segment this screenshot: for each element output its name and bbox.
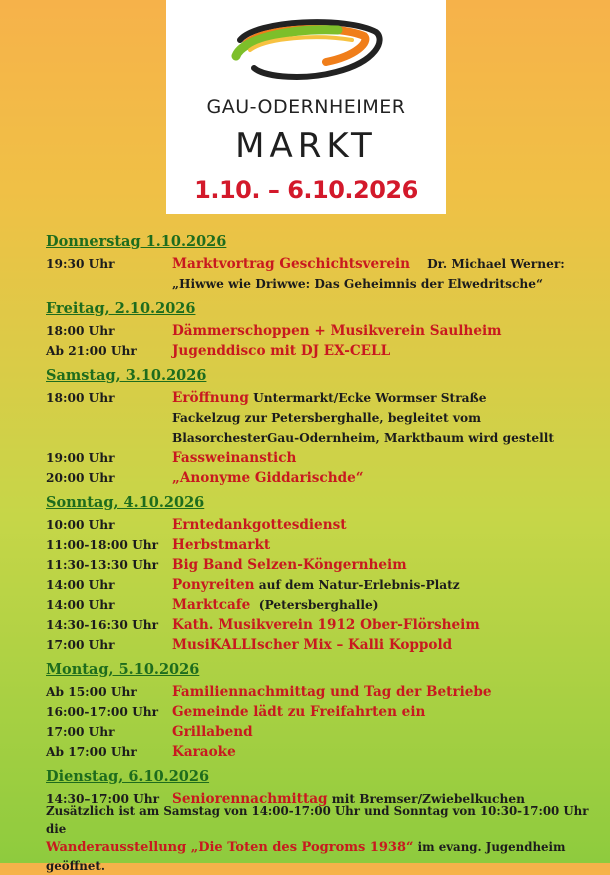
event-detail: mit Bremser/Zwiebelkuchen [331, 792, 525, 806]
day-heading: Sonntag, 4.10.2026 [46, 494, 205, 511]
footer-highlight: Wanderausstellung „Die Toten des Pogroms 1938“ [46, 840, 414, 855]
day-section [46, 660, 596, 762]
event-detail: Dr. Michael Werner: [427, 257, 565, 271]
event-title: Eröffnung [172, 390, 249, 406]
footer-note [46, 802, 606, 875]
event-time: 11:00-18:00 Uhr [46, 538, 159, 552]
event-title: Grillabend [172, 724, 253, 740]
event-detail-line2: Fackelzug zur Petersberghalle, begleitet vom [172, 411, 482, 425]
event-desc [172, 468, 596, 488]
event-desc [172, 555, 596, 575]
event-detail-line2: „Hiwwe wie Driwwe: Das Geheimnis der Elwedritsche“ [172, 277, 544, 291]
event-detail: Untermarkt/Ecke Wormser Straße [253, 391, 487, 405]
event-time: 16:00-17:00 Uhr [46, 705, 159, 719]
event-time: 17:00 Uhr [46, 638, 115, 652]
footer-line1: Zusätzlich ist am Samstag von 14:00-17:00 Uhr und Sonntag von 10:30-17:00 Uhr die [46, 804, 589, 836]
event-detail: (Petersberghalle) [258, 598, 379, 612]
market-logo-icon [226, 10, 386, 94]
event-time: 14:00 Uhr [46, 598, 115, 612]
event-title: Ponyreiten [172, 577, 255, 593]
event-row [46, 388, 596, 448]
event-row [46, 341, 596, 361]
event-row [46, 555, 596, 575]
event-time: Ab 17:00 Uhr [46, 745, 137, 759]
event-title: Kath. Musikverein 1912 Ober-Flörsheim [172, 617, 480, 633]
event-detail: auf dem Natur-Erlebnis-Platz [258, 578, 460, 592]
event-row [46, 702, 596, 722]
logo-title: MARKT [235, 126, 377, 166]
program-list [46, 232, 596, 814]
footer-rest: im evang. Jugendheim geöffnet. [46, 840, 566, 873]
event-row [46, 515, 596, 535]
event-time: Ab 21:00 Uhr [46, 344, 137, 358]
event-time: 10:00 Uhr [46, 518, 115, 532]
event-time: Ab 15:00 Uhr [46, 685, 137, 699]
day-heading: Dienstag, 6.10.2026 [46, 768, 210, 785]
day-section [46, 493, 596, 655]
event-row [46, 722, 596, 742]
event-row [46, 254, 596, 294]
day-section [46, 232, 596, 294]
event-time: 19:30 Uhr [46, 257, 115, 271]
event-time: 11:30-13:30 Uhr [46, 558, 159, 572]
event-title: Fassweinanstich [172, 450, 297, 466]
event-row [46, 615, 596, 635]
event-detail-line3: BlasorchesterGau-Odernheim, Marktbaum wird gestellt [172, 431, 554, 445]
event-row [46, 535, 596, 555]
event-time: 14:30–17:00 Uhr [46, 792, 160, 806]
event-desc [172, 448, 596, 468]
event-title: Erntedankgottesdienst [172, 517, 347, 533]
event-row [46, 448, 596, 468]
event-title: Marktcafe [172, 597, 251, 613]
event-title: MusiKALLIscher Mix – Kalli Koppold [172, 637, 453, 653]
day-section [46, 366, 596, 488]
event-desc [172, 615, 596, 635]
event-desc [172, 535, 596, 555]
day-heading: Samstag, 3.10.2026 [46, 367, 207, 384]
day-heading: Freitag, 2.10.2026 [46, 300, 196, 317]
logo-subtitle: GAU-ODERNHEIMER [206, 96, 406, 118]
event-time: 20:00 Uhr [46, 471, 115, 485]
event-title: Jugenddisco mit DJ EX-CELL [172, 343, 391, 359]
event-desc [172, 254, 596, 294]
event-row [46, 635, 596, 655]
event-desc [172, 515, 596, 535]
event-title: Big Band Selzen-Köngernheim [172, 557, 407, 573]
event-desc [172, 635, 596, 655]
event-desc [172, 702, 596, 722]
day-heading: Montag, 5.10.2026 [46, 661, 200, 678]
event-row [46, 468, 596, 488]
day-heading: Donnerstag 1.10.2026 [46, 233, 227, 250]
event-time: 18:00 Uhr [46, 324, 115, 338]
event-row [46, 742, 596, 762]
event-desc [172, 575, 596, 595]
event-title: Gemeinde lädt zu Freifahrten ein [172, 704, 426, 720]
event-row [46, 682, 596, 702]
event-desc [172, 341, 596, 361]
event-title: Marktvortrag Geschichtsverein [172, 256, 411, 272]
event-title: Seniorennachmittag [172, 791, 328, 807]
event-desc [172, 595, 596, 615]
event-row [46, 575, 596, 595]
event-desc [172, 388, 596, 448]
event-row [46, 595, 596, 615]
event-time: 17:00 Uhr [46, 725, 115, 739]
event-time: 18:00 Uhr [46, 391, 115, 405]
event-time: 14:30-16:30 Uhr [46, 618, 159, 632]
event-time: 14:00 Uhr [46, 578, 115, 592]
event-row [46, 321, 596, 341]
event-desc [172, 722, 596, 742]
event-title: Dämmerschoppen + Musikverein Saulheim [172, 323, 502, 339]
logo-dates: 1.10. – 6.10.2026 [194, 176, 418, 204]
event-desc [172, 321, 596, 341]
logo-box [166, 0, 446, 214]
event-desc [172, 742, 596, 762]
event-title: Familiennachmittag und Tag der Betriebe [172, 684, 492, 700]
event-time: 19:00 Uhr [46, 451, 115, 465]
event-desc [172, 682, 596, 702]
event-title: „Anonyme Giddarischde“ [172, 470, 364, 486]
day-section [46, 299, 596, 361]
event-title: Karaoke [172, 744, 236, 760]
event-title: Herbstmarkt [172, 537, 271, 553]
